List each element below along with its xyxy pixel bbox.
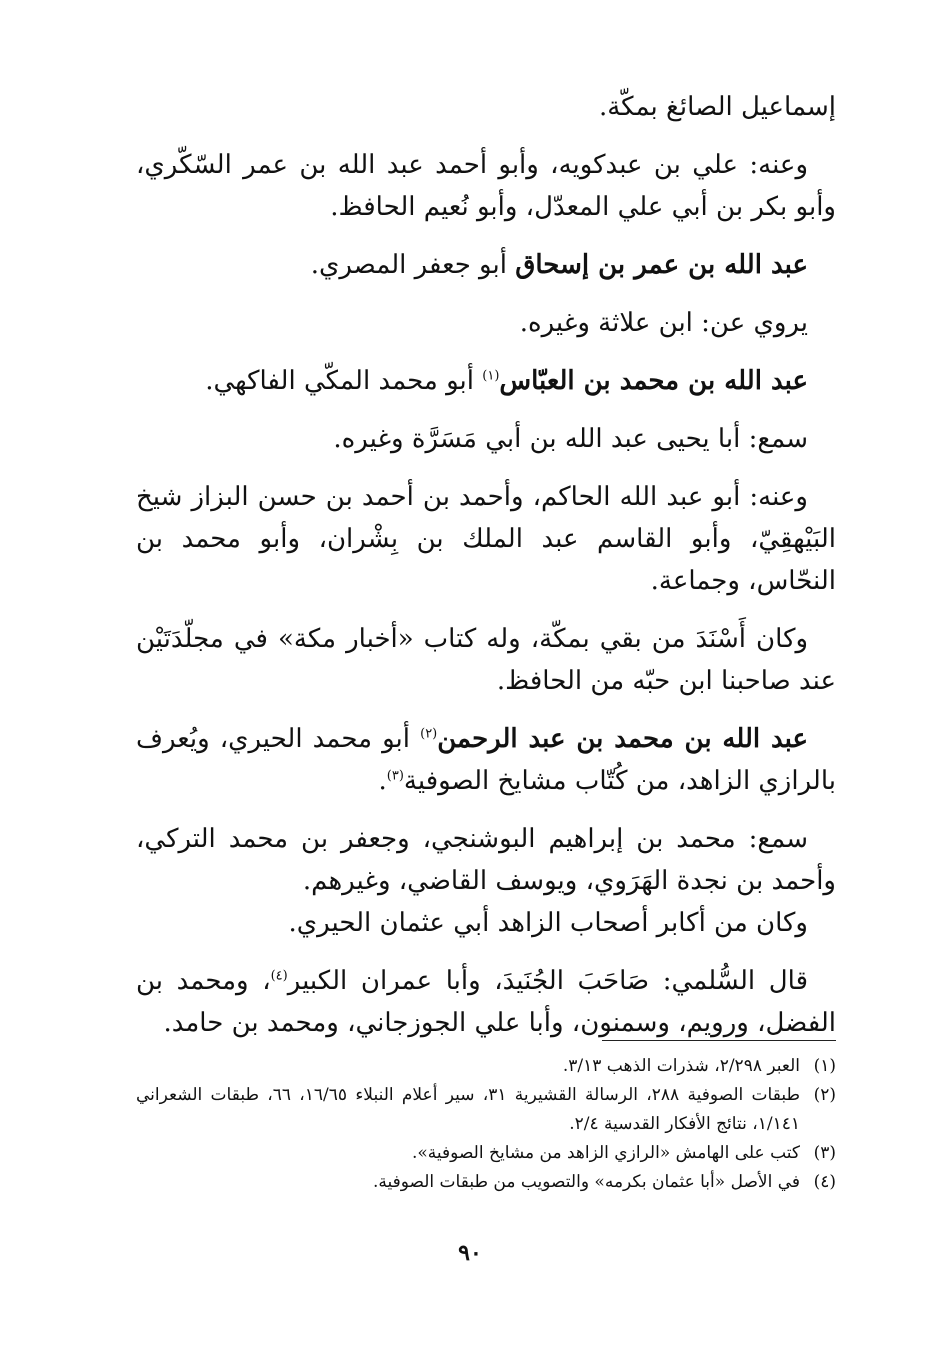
entry-name: عبد الله بن محمد بن عبد الرحمن: [437, 724, 808, 754]
footnote-number: (١): [813, 1056, 836, 1076]
paragraph-text: سمع: أبا يحيى عبد الله بن أبي مَسَرَّة وغيره.: [333, 424, 808, 454]
entry-name: عبد الله بن عمر بن إسحاق: [515, 250, 808, 280]
paragraph-8: [136, 618, 836, 702]
paragraph-text: يروي عن: ابن علاثة وغيره.: [519, 308, 808, 338]
paragraph-text: وكان أَسْنَدَ من بقي بمكّة، وله كتاب «أخبار مكة» في مجلّدَتَيْن عند صاحبنا ابن حبّه من الحافظ.: [136, 624, 836, 696]
footnote-number: (٣): [813, 1143, 836, 1163]
paragraph-12: [136, 960, 836, 1044]
footnotes: [136, 1052, 836, 1197]
paragraph-text: وعنه: أبو عبد الله الحاكم، وأحمد بن أحمد بن حسن البزاز شيخ البَيْهقِيّ، وأبو القاسم عبد الملك بن بِشْران، وأبو محمد بن النحّاس، وجماعة.: [136, 482, 836, 596]
entry-end: .: [378, 766, 387, 796]
page-number: ٩٠: [458, 1240, 482, 1266]
footnote-text: طبقات الصوفية ٢٨٨، الرسالة القشيرية ٣١، سير أعلام النبلاء ١٦/٦٥، ٦٦، طبقات الشعراني ١/١٤١، نتائج الأفكار القدسية ٢/٤.: [136, 1085, 800, 1134]
entry-heading-3: [136, 718, 836, 802]
paragraph-7: [136, 476, 836, 602]
footnote-2: [136, 1081, 836, 1139]
entry-heading-2: [136, 360, 836, 402]
paragraph-text: قال السُّلمي: صَاحَبَ الجُنَيدَ، وأبا عمران الكبير: [287, 966, 808, 996]
paragraph-text: وكان من أكابر أصحاب الزاهد أبي عثمان الحيري.: [288, 908, 808, 938]
footnote-text: كتب على الهامش «الرازي الزاهد من مشايخ الصوفية».: [411, 1143, 800, 1163]
paragraph-text: ، ومحمد بن الفضل، ورويم، وسمنون، وأبا علي الجوزجاني، ومحمد بن حامد.: [136, 966, 836, 1038]
footnote-text: العبر ٢/٢٩٨، شذرات الذهب ٣/١٣.: [562, 1056, 800, 1076]
paragraph-11: [136, 902, 836, 944]
footnote-divider: [602, 1040, 836, 1041]
entry-name: عبد الله بن محمد بن العبّاس: [499, 366, 808, 396]
footnote-number: (٤): [813, 1172, 836, 1192]
paragraph-4: [136, 302, 836, 344]
paragraph-10: [136, 818, 836, 902]
footnote-3: [136, 1139, 836, 1168]
paragraph-6: [136, 418, 836, 460]
footnote-ref: (٤): [270, 968, 288, 984]
footnote-ref: (١): [482, 368, 500, 384]
paragraph-text: إسماعيل الصائغ بمكّة.: [598, 92, 836, 122]
footnote-number: (٢): [813, 1085, 836, 1105]
paragraph-text: سمع: محمد بن إبراهيم البوشنجي، وجعفر بن محمد التركي، وأحمد بن نجدة الهَرَوي، ويوسف القاضي، وغيرهم.: [136, 824, 836, 896]
footnote-text: في الأصل «أبا عثمان بكرمه» والتصويب من طبقات الصوفية.: [372, 1172, 800, 1192]
footnote-ref: (٣): [386, 768, 404, 784]
entry-kunya: أبو جعفر المصري.: [310, 250, 516, 280]
paragraph-text: وعنه: علي بن عبدكويه، وأبو أحمد عبد الله بن عمر السّكّري، وأبو بكر بن أبي علي المعدّل، وأبو نُعيم الحافظ.: [136, 150, 836, 222]
paragraph-2: [136, 144, 836, 228]
paragraph-1: [136, 86, 836, 128]
main-text: [136, 86, 836, 1060]
entry-kunya: أبو محمد الحيري، ويُعرف بالرازي الزاهد، من كُتّاب مشايخ الصوفية: [136, 724, 836, 796]
entry-heading-1: [136, 244, 836, 286]
footnote-1: [136, 1052, 836, 1081]
entry-kunya: أبو محمد المكّي الفاكهي.: [205, 366, 483, 396]
footnote-ref: (٢): [420, 726, 438, 742]
footnote-4: [136, 1168, 836, 1197]
